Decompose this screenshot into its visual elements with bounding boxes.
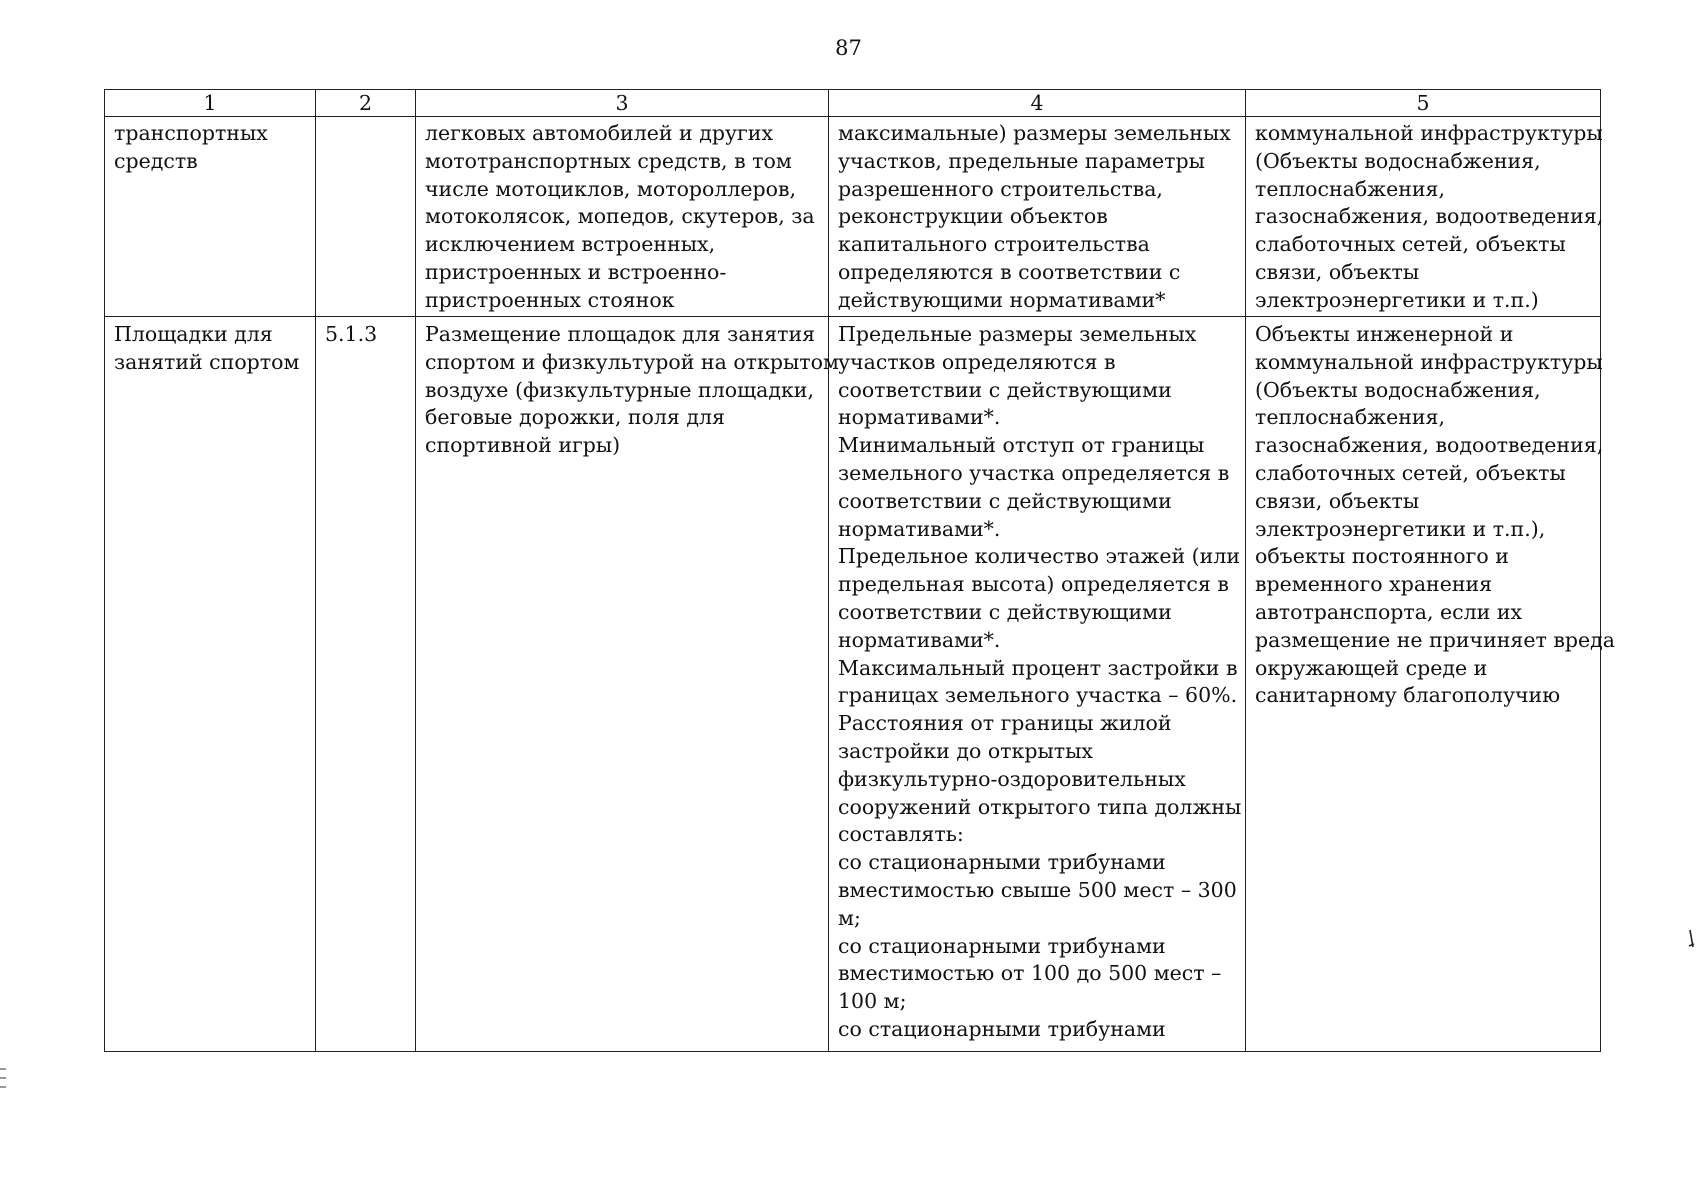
cell-text-line: нормативами*. <box>838 627 1001 652</box>
cell-text-line: теплоснабжения, <box>1255 176 1445 201</box>
cell-text-line: теплоснабжения, <box>1255 405 1445 430</box>
land-use-table <box>104 89 1615 1052</box>
cell-text-line: слаботочных сетей, объекты <box>1255 460 1566 485</box>
cell-text-line: санитарному благополучию <box>1255 683 1561 708</box>
cell-text-line: участков, предельные параметры <box>838 148 1205 173</box>
cell-text-line: окружающей среде и <box>1255 655 1488 680</box>
cell-text-line: связи, объекты <box>1255 259 1420 284</box>
cell-text-line: числе мотоциклов, мотороллеров, <box>425 176 797 201</box>
cell-text-line: занятий спортом <box>114 349 300 374</box>
column-header-4: 4 <box>829 90 1246 117</box>
land-use-name-cell <box>105 117 316 317</box>
cell-text-line: Предельное количество этажей (или <box>838 544 1241 569</box>
scan-artifact-right <box>1688 928 1696 950</box>
cell-text-line: мотоколясок, мопедов, скутеров, за <box>425 204 815 229</box>
cell-text-line: капитального строительства <box>838 232 1150 257</box>
auxiliary-uses-cell <box>1246 117 1604 317</box>
cell-text-line: Максимальный процент застройки в <box>838 655 1238 680</box>
cell-text-line: 100 м; <box>838 989 907 1014</box>
land-use-code-cell <box>316 317 416 1052</box>
cell-text-line: исключением встроенных, <box>425 232 716 257</box>
table-row <box>105 317 1601 1052</box>
cell-text-line: Объекты инженерной и <box>1255 322 1514 346</box>
cell-text-line: электроэнергетики и т.п.) <box>1255 287 1539 312</box>
cell-text-line: связи, объекты <box>1255 488 1420 513</box>
cell-text-line: определяются в соответствии с <box>838 259 1181 284</box>
cell-text-line: разрешенного строительства, <box>838 176 1163 201</box>
cell-text-line: объекты постоянного и <box>1255 544 1509 569</box>
description-cell <box>416 317 839 1052</box>
cell-text-line: предельная высота) определяется в <box>838 572 1229 597</box>
cell-text-line: средств <box>114 148 198 173</box>
cell-text-line: со стационарными трибунами <box>838 1016 1166 1041</box>
cell-text-line: спортом и физкультурой на открытом <box>425 349 839 374</box>
cell-text-line: Расстояния от границы жилой <box>838 711 1172 736</box>
cell-text-line: соответствии с действующими <box>838 488 1172 513</box>
cell-text-line: электроэнергетики и т.п.), <box>1255 516 1546 541</box>
cell-text-line: действующими нормативами* <box>838 287 1166 312</box>
cell-text-line: застройки до открытых <box>838 738 1093 763</box>
cell-text-line: размещение не причиняет вреда <box>1255 627 1615 652</box>
cell-text-line: слаботочных сетей, объекты <box>1255 232 1566 257</box>
land-use-name-cell <box>105 317 316 1052</box>
parameters-cell <box>829 317 1246 1052</box>
page-number: 87 <box>835 36 862 60</box>
cell-text-line: временного хранения <box>1255 572 1493 597</box>
cell-text-line: газоснабжения, водоотведения, <box>1255 204 1604 229</box>
cell-text-line: со стационарными трибунами <box>838 933 1166 958</box>
cell-text-line: легковых автомобилей и других <box>425 121 774 145</box>
cell-text-line: Площадки для <box>114 322 273 346</box>
cell-text-line: транспортных <box>114 121 268 145</box>
cell-text-line: сооружений открытого типа должны <box>838 794 1242 819</box>
cell-text-line: Предельные размеры земельных <box>838 322 1197 346</box>
land-use-code-cell <box>316 117 416 317</box>
cell-text-line: Минимальный отступ от границы <box>838 433 1205 458</box>
cell-text-line: пристроенных и встроенно- <box>425 259 727 284</box>
cell-text-line: мототранспортных средств, в том <box>425 148 792 173</box>
cell-text-line: соответствии с действующими <box>838 599 1172 624</box>
cell-text-line: составлять: <box>838 822 964 847</box>
cell-text-line: спортивной игры) <box>425 433 621 458</box>
column-number-row <box>105 90 1601 117</box>
column-header-3: 3 <box>416 90 829 117</box>
cell-text-line: максимальные) размеры земельных <box>838 121 1231 145</box>
cell-text-line: реконструкции объектов <box>838 204 1108 229</box>
cell-text-line: участков определяются в <box>838 349 1116 374</box>
column-header-2: 2 <box>316 90 416 117</box>
description-cell <box>416 117 829 317</box>
cell-text-line: соответствии с действующими <box>838 377 1172 402</box>
cell-text-line: Размещение площадок для занятия <box>425 322 816 346</box>
cell-text-line: коммунальной инфраструктуры <box>1255 349 1603 374</box>
cell-text-line: со стационарными трибунами <box>838 850 1166 875</box>
cell-text-line: вместимостью свыше 500 мест – 300 <box>838 877 1237 902</box>
cell-text-line: газоснабжения, водоотведения, <box>1255 433 1604 458</box>
cell-text-line: нормативами*. <box>838 516 1001 541</box>
cell-text-line: (Объекты водоснабжения, <box>1255 377 1541 402</box>
cell-text-line: физкультурно-оздоровительных <box>838 766 1186 791</box>
table-row <box>105 117 1601 317</box>
auxiliary-uses-cell <box>1246 317 1615 1052</box>
cell-text-line: границах земельного участка – 60%. <box>838 683 1238 708</box>
cell-text-line: пристроенных стоянок <box>425 287 675 312</box>
cell-text-line: коммунальной инфраструктуры <box>1255 121 1603 145</box>
parameters-cell <box>829 117 1246 317</box>
column-header-5: 5 <box>1246 90 1601 117</box>
cell-text-line: автотранспорта, если их <box>1255 599 1523 624</box>
cell-text-line: м; <box>838 905 861 930</box>
cell-text-line: (Объекты водоснабжения, <box>1255 148 1541 173</box>
cell-text-line: нормативами*. <box>838 405 1001 430</box>
cell-text-line: вместимостью от 100 до 500 мест – <box>838 961 1222 986</box>
cell-text-line: 5.1.3 <box>325 322 378 346</box>
column-header-1: 1 <box>105 90 316 117</box>
scan-artifact-left <box>0 1066 8 1092</box>
cell-text-line: беговые дорожки, поля для <box>425 405 725 430</box>
cell-text-line: земельного участка определяется в <box>838 460 1230 485</box>
cell-text-line: воздухе (физкультурные площадки, <box>425 377 814 402</box>
